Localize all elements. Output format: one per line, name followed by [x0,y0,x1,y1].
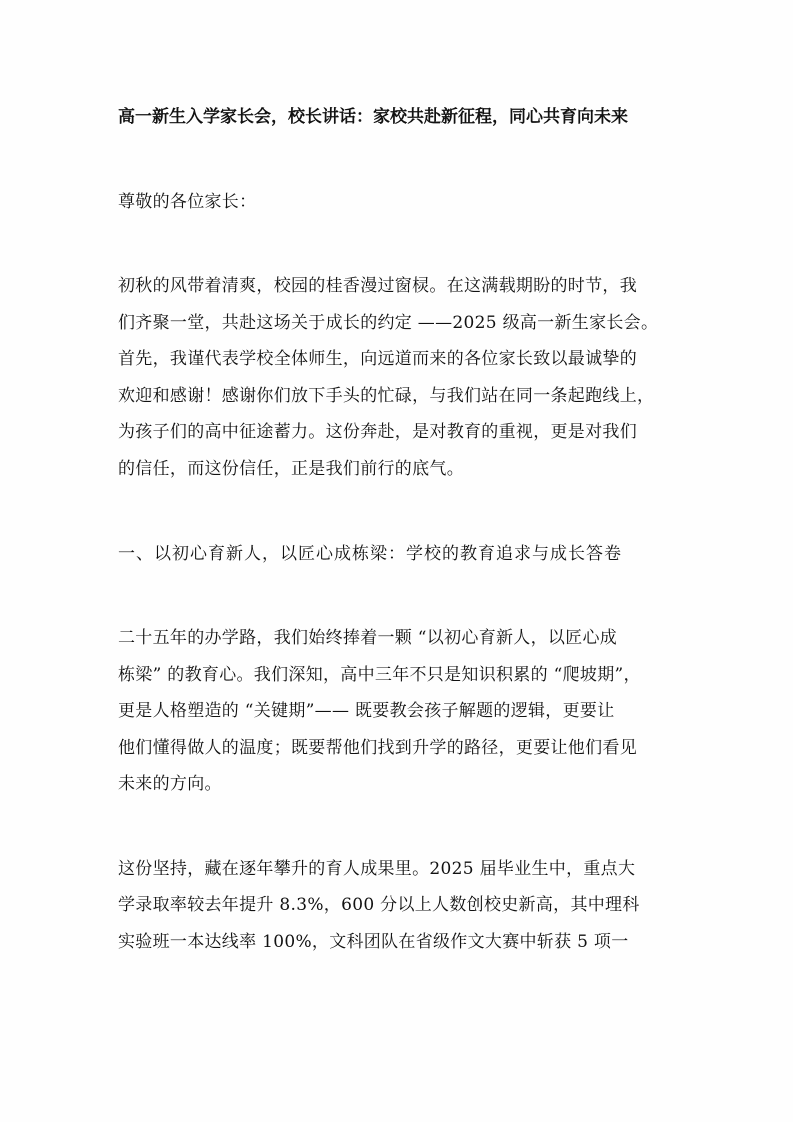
paragraph-line: 学录取率较去年提升 8.3%，600 分以上人数创校史新高，其中理科 [118,895,640,915]
paragraph-line: 们齐聚一堂，共赴这场关于成长的约定 ——2025 级高一新生家长会。 [118,313,659,333]
paragraph-line: 初秋的风带着清爽，校园的桂香漫过窗棂。在这满载期盼的时节，我 [118,276,637,296]
paragraph-line: 首先，我谨代表学校全体师生，向远道而来的各位家长致以最诚挚的 [118,349,637,369]
paragraph-line: 未来的方向。 [118,774,222,794]
salutation: 尊敬的各位家长： [118,192,257,212]
paragraph-line: 他们懂得做人的温度；既要帮他们找到升学的路径，更要让他们看见 [118,738,637,758]
paragraph-line: 实验班一本达线率 100%，文科团队在省级作文大赛中斩获 5 项一 [118,932,629,952]
paragraph-line: 欢迎和感谢！感谢你们放下手头的忙碌，与我们站在同一条起跑线上， [118,386,655,406]
paragraph-line: 更是人格塑造的 “关键期”—— 既要教会孩子解题的逻辑，更要让 [118,701,615,721]
document-title: 高一新生入学家长会，校长讲话：家校共赴新征程，同心共育向未来 [118,107,628,127]
paragraph-line: 二十五年的办学路，我们始终捧着一颗 “以初心育新人，以匠心成 [118,628,618,648]
paragraph-line: 这份坚持，藏在逐年攀升的育人成果里。2025 届毕业生中，重点大 [118,859,636,879]
section-heading: 一、以初心育新人，以匠心成栋梁：学校的教育追求与成长答卷 [118,544,622,564]
paragraph-line: 的信任，而这份信任，正是我们前行的底气。 [118,459,464,479]
paragraph-line: 为孩子们的高中征途蓄力。这份奔赴，是对教育的重视，更是对我们 [118,422,637,442]
paragraph-line: 栋梁” 的教育心。我们深知，高中三年不只是知识积累的 “爬坡期”， [118,665,641,685]
